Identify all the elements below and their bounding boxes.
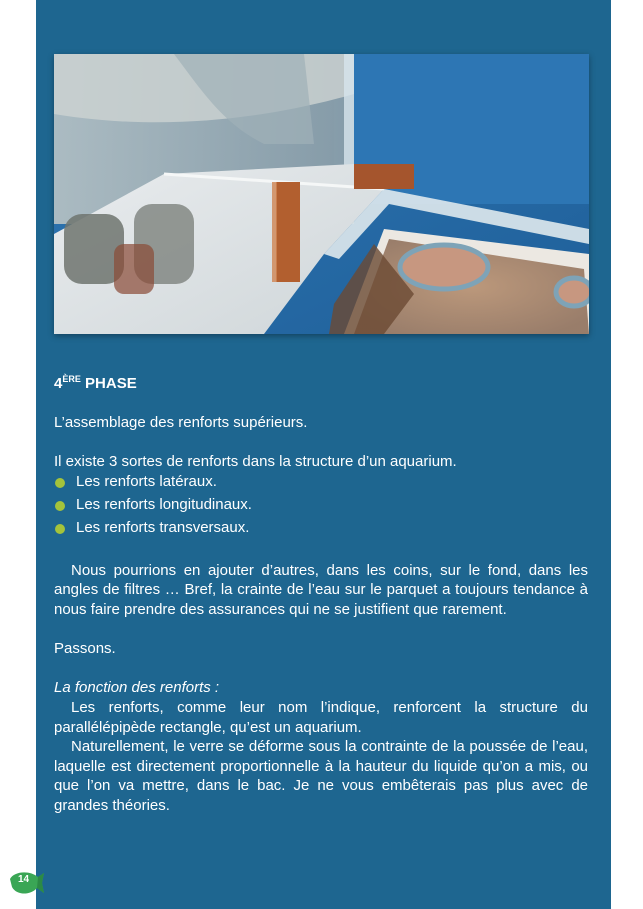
bullet-icon	[55, 524, 65, 534]
function-heading: La fonction des renforts :	[54, 679, 220, 697]
list-item	[54, 518, 588, 538]
intro-paragraph: L’assemblage des renforts supérieurs.	[54, 414, 308, 432]
bullet-icon	[55, 478, 65, 488]
article-body	[54, 370, 588, 816]
reinforcement-type-list	[54, 472, 588, 538]
list-item-text: Les renforts latéraux.	[76, 472, 217, 490]
function-paragraph-2: Naturellement, le verre se déforme sous la contrainte de la poussée de l’eau, laquelle est directement proportionnelle à la hauteur du liquide qu’on a mis, ou que l’on va mettre, dans le bac. Je ne vous embêterais pas plus avec de grandes théories.	[54, 738, 588, 814]
list-item-text: Les renforts longitudinaux.	[76, 496, 252, 514]
bullet-icon	[55, 501, 65, 511]
page-number-badge	[8, 869, 46, 901]
additional-paragraph: Nous pourrions en ajouter d’autres, dans les coins, sur le fond, dans les angles de filtres … Bref, la crainte de l’eau sur le parquet a toujours tendance à nous faire prendre des assurances qui ne se justifient que rarement.	[54, 561, 588, 619]
phase-heading	[54, 370, 588, 394]
list-item	[54, 495, 588, 515]
aquarium-photo	[54, 54, 589, 334]
types-intro-paragraph: Il existe 3 sortes de renforts dans la structure d’un aquarium.	[54, 453, 457, 471]
page-number: 14	[18, 874, 30, 885]
phase-number: 4	[54, 375, 63, 392]
list-item	[54, 472, 588, 492]
list-item-text: Les renforts transversaux.	[76, 519, 250, 537]
function-paragraph-1: Les renforts, comme leur nom l’indique, renforcent la structure du parallélépipède rectangle, qu’est un aquarium.	[54, 699, 588, 736]
phase-superscript: ÈRE	[62, 374, 81, 384]
passons-paragraph: Passons.	[54, 640, 116, 658]
phase-word: PHASE	[80, 375, 137, 392]
